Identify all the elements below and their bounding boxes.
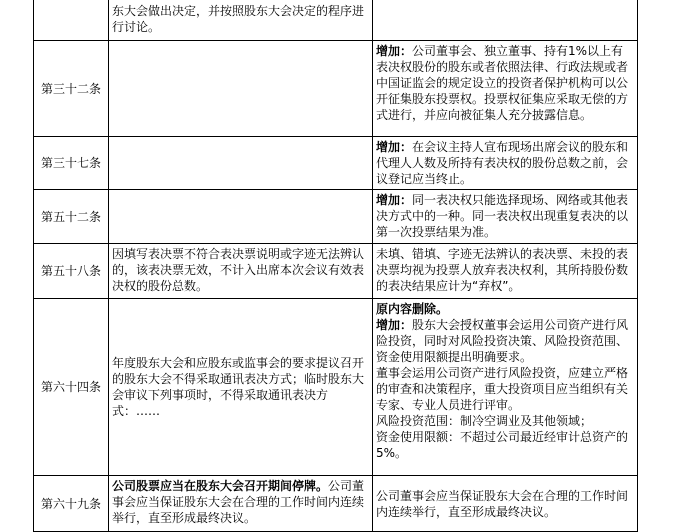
revision-tag: 增加： — [376, 140, 413, 154]
table-row — [34, 137, 638, 190]
original-text: 年度股东大会和应股东或监事会的要求提议召开的股东大会不得采取通讯表决方式；临时股东大会审议下列事项时，不得采取通讯表决方式：…… — [112, 356, 365, 418]
table-row — [34, 244, 638, 299]
table-row — [34, 476, 638, 532]
table-row — [34, 190, 638, 244]
original-text: 因填写表决票不符合表决票说明或字迹无法辨认的，该表决票无效，不计入出席本次会议有效表决权的股份总数。 — [112, 247, 365, 293]
deleted-text: 公司股票应当在股东大会召开期间停牌。 — [112, 479, 329, 493]
article-cell: 第六十九条 — [34, 476, 109, 532]
original-text-cell — [109, 244, 373, 299]
article-cell: 第三十七条 — [34, 137, 109, 190]
revised-text: 未填、错填、字迹无法辨认的表决票、未投的表决票均视为投票人放弃表决权利，其所持股份数的表决结果应计为“弃权”。 — [376, 247, 629, 293]
table-row — [34, 0, 638, 41]
table-row — [34, 299, 638, 476]
revised-paragraph — [376, 317, 634, 365]
revised-text: 董事会运用公司资产进行风险投资，应建立严格的审查和决策程序，重大投资项目应当组织有关专家、专业人员进行评审。 — [376, 366, 629, 412]
revised-text-cell — [373, 476, 638, 532]
revision-tag: 增加： — [376, 318, 413, 332]
revised-paragraph — [376, 413, 634, 429]
article-cell — [34, 0, 109, 41]
article-cell: 第五十八条 — [34, 244, 109, 299]
revised-text: 股东大会授权董事会运用公司资产进行风险投资，同时对风险投资决策、风险投资范围、资金使用限额提出明确要求。 — [376, 318, 629, 364]
table-row — [34, 41, 638, 137]
article-cell: 第三十二条 — [34, 41, 109, 137]
revised-text-cell — [373, 41, 638, 137]
article-cell: 第六十四条 — [34, 299, 109, 476]
revision-tag: 原内容删除。 — [376, 302, 449, 316]
original-text-cell — [109, 0, 373, 41]
original-text-cell — [109, 299, 373, 476]
revised-text-cell — [373, 137, 638, 190]
original-text-cell — [109, 190, 373, 244]
revised-text-cell — [373, 0, 638, 41]
revised-text: 同一表决权只能选择现场、网络或其他表决方式中的一种。同一表决权出现重复表决的以第一次投票结果为准。 — [376, 193, 629, 239]
revised-text: 在会议主持人宣布现场出席会议的股东和代理人人数及所持有表决权的股份总数之前，会议登记应当终止。 — [376, 140, 629, 186]
revision-tag: 增加： — [376, 193, 413, 207]
article-cell: 第五十二条 — [34, 190, 109, 244]
amendment-table — [33, 0, 638, 532]
original-text: 公司董事会应当保证股东大会在合理的工作时间内连续举行，直至形成最终决议。 — [112, 479, 365, 525]
original-text-cell — [109, 137, 373, 190]
revised-text-cell — [373, 244, 638, 299]
revised-paragraph — [376, 301, 634, 317]
revised-text: 公司董事会、独立董事、持有1%以上有表决权股份的股东或者依照法律、行政法规或者中国证监会的规定设立的投资者保护机构可以公开征集股东投票权。投票权征集应采取无偿的方式进行，并应向被征集人充分披露信息。 — [376, 44, 629, 122]
revised-text: 资金使用限额：不超过公司最近经审计总资产的5%。 — [376, 430, 629, 460]
revised-paragraph — [376, 429, 634, 461]
revised-text-cell — [373, 190, 638, 244]
original-text-cell — [109, 476, 373, 532]
revision-tag: 增加： — [376, 44, 413, 58]
revised-text-cell — [373, 299, 638, 476]
revised-paragraph — [376, 365, 634, 413]
original-text: 东大会做出决定，并按照股东大会决定的程序进行讨论。 — [112, 4, 365, 34]
revised-text: 公司董事会应当保证股东大会在合理的工作时间内连续举行，直至形成最终决议。 — [376, 488, 629, 519]
revised-text: 风险投资范围：制冷空调业及其他领域； — [376, 414, 593, 428]
original-text-cell — [109, 41, 373, 137]
